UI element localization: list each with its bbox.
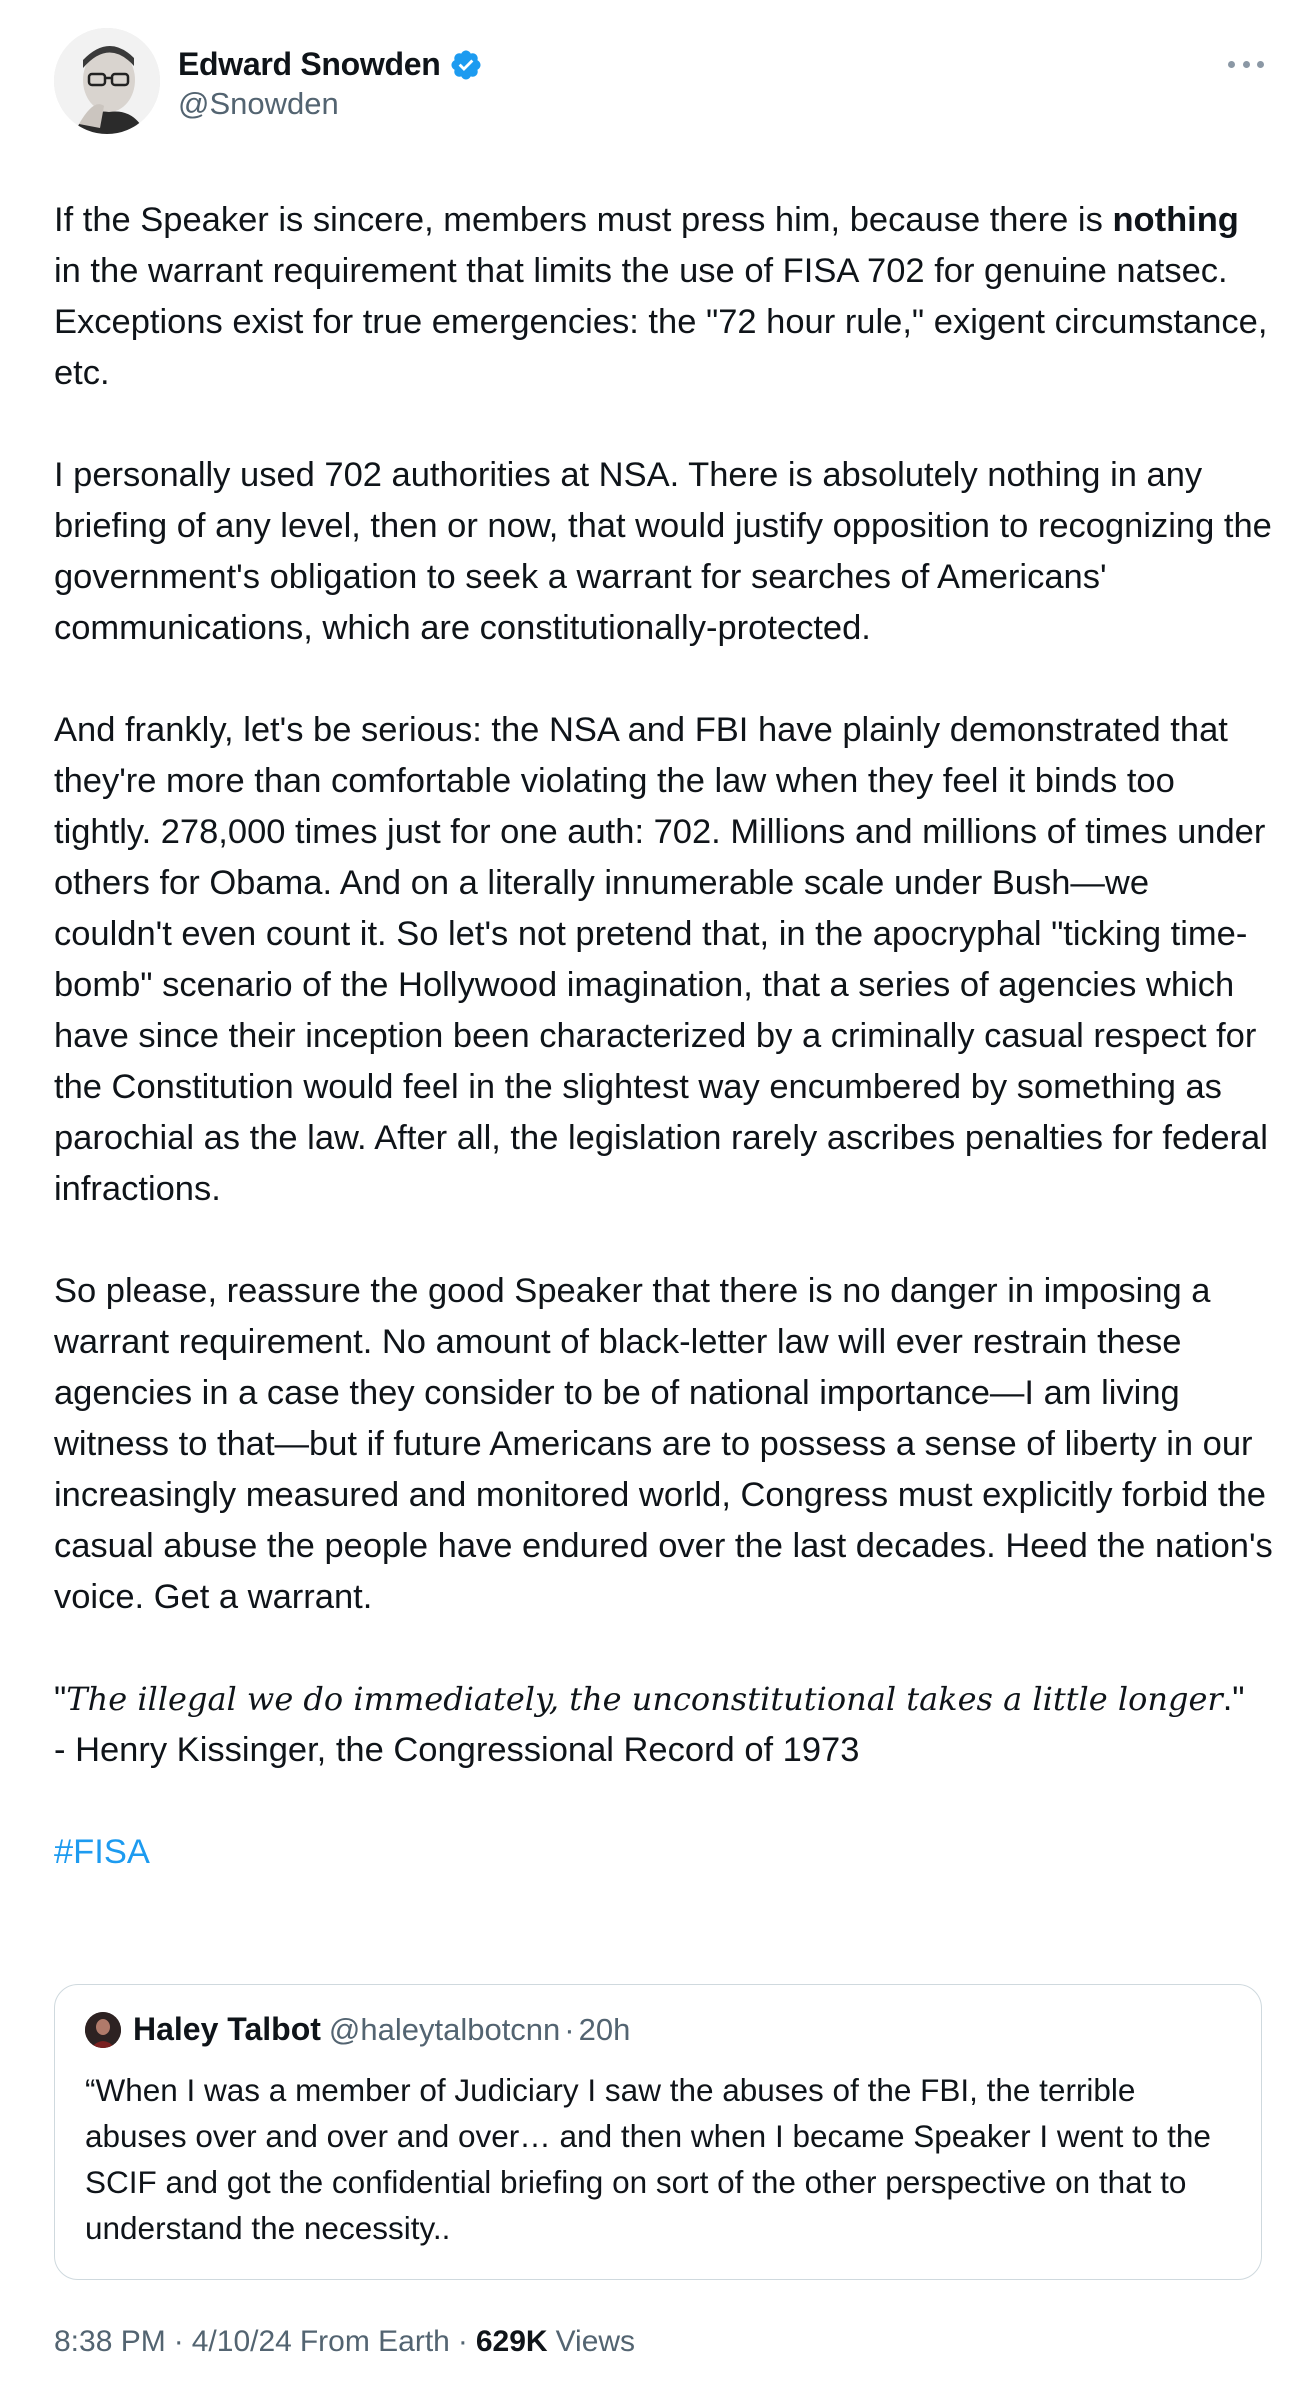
quoted-tweet-text: “When I was a member of Judiciary I saw the abuses of the FBI, the terrible abuses over and over and over… and then when I became Speaker I went to the SCIF and got the confidential briefing on sort of the other perspective on that to understand the necessity.. (85, 2072, 1211, 2246)
verified-badge-icon (449, 48, 483, 82)
tweet-paragraph-3: And frankly, let's be serious: the NSA and FBI have plainly demonstrated that they're more than comfortable violating the law when they feel it binds too tightly. 278,000 times just for one auth: 702. Millions and millions of times under others for Obama. And on a literally innumerable scale under Bush—we couldn't even count it. So let's not pretend that, in the apocryphal "ticking time-bomb" scenario of the Hollywood imagination, that a series of agencies which have since their inception been characterized by a criminally casual respect for the Constitution would feel in the slightest way encumbered by something as parochial as the law. After all, the legislation rarely ascribes penalties for federal infractions. (54, 711, 1268, 1208)
quote-close: ." (1222, 1680, 1245, 1718)
quoted-avatar-icon (85, 2012, 121, 2048)
tweet-quote (54, 1674, 1274, 1776)
meta-separator: · (457, 2325, 468, 2358)
tweet-meta (54, 2325, 635, 2359)
tweet-paragraph-1 (54, 195, 1274, 399)
quote-open: " (54, 1680, 67, 1718)
tweet-paragraph-4: So please, reassure the good Speaker that there is no danger in imposing a warrant requirement. No amount of black-letter law will ever restrain these agencies in a case they consider to be of national importance—I am living witness to that—but if future Americans are to possess a sense of liberty in our increasingly measured and monitored world, Congress must explicitly forbid the casual abuse the people have endured over the last decades. Heed the nation's voice. Get a warrant. (54, 1272, 1273, 1616)
avatar[interactable] (54, 28, 160, 134)
tweet-date[interactable]: 4/10/24 (191, 2325, 292, 2358)
p1-before: If the Speaker is sincere, members must press him, because there is (54, 201, 1113, 239)
quote-italic: The illegal we do immediately, the unconstitutional takes a little longer (66, 1680, 1223, 1718)
avatar-photo-icon (54, 28, 160, 134)
quoted-separator: · (564, 2011, 575, 2047)
hashtag-link[interactable]: #FISA (54, 1833, 150, 1871)
more-dot (1243, 61, 1250, 68)
more-options-icon[interactable] (1228, 54, 1264, 74)
author-handle[interactable]: @Snowden (178, 86, 339, 121)
quoted-avatar (85, 2012, 121, 2048)
quoted-time[interactable]: 20h (578, 2011, 631, 2047)
quoted-author-handle[interactable]: @haleytalbotcnn (328, 2011, 561, 2047)
tweet-hashtags (54, 1827, 1274, 1878)
views-label: Views (555, 2325, 636, 2358)
views-count[interactable]: 629K (475, 2325, 548, 2358)
tweet-source: From Earth (299, 2325, 450, 2358)
p1-bold: nothing (1112, 201, 1239, 239)
quote-attribution: - Henry Kissinger, the Congressional Record of 1973 (54, 1731, 860, 1769)
tweet-header (54, 28, 1264, 138)
quoted-author-name[interactable]: Haley Talbot (133, 2011, 321, 2047)
more-dot (1228, 61, 1235, 68)
meta-separator: · (173, 2325, 184, 2358)
p1-after: in the warrant requirement that limits the use of FISA 702 for genuine natsec. Exceptions exist for true emergencies: the "72 hour rule," exigent circumstance, etc. (54, 252, 1268, 392)
author-name[interactable]: Edward Snowden (178, 46, 441, 82)
quoted-tweet[interactable] (54, 1984, 1262, 2280)
tweet-body (54, 195, 1274, 1878)
author-name-row (178, 46, 483, 83)
quoted-tweet-header (85, 2011, 630, 2048)
tweet-paragraph-2: I personally used 702 authorities at NSA. There is absolutely nothing in any briefing of any level, then or now, that would justify opposition to recognizing the government's obligation to seek a warrant for searches of Americans' communications, which are constitutionally-protected. (54, 456, 1272, 647)
tweet-time[interactable]: 8:38 PM (54, 2325, 166, 2358)
more-dot (1257, 61, 1264, 68)
